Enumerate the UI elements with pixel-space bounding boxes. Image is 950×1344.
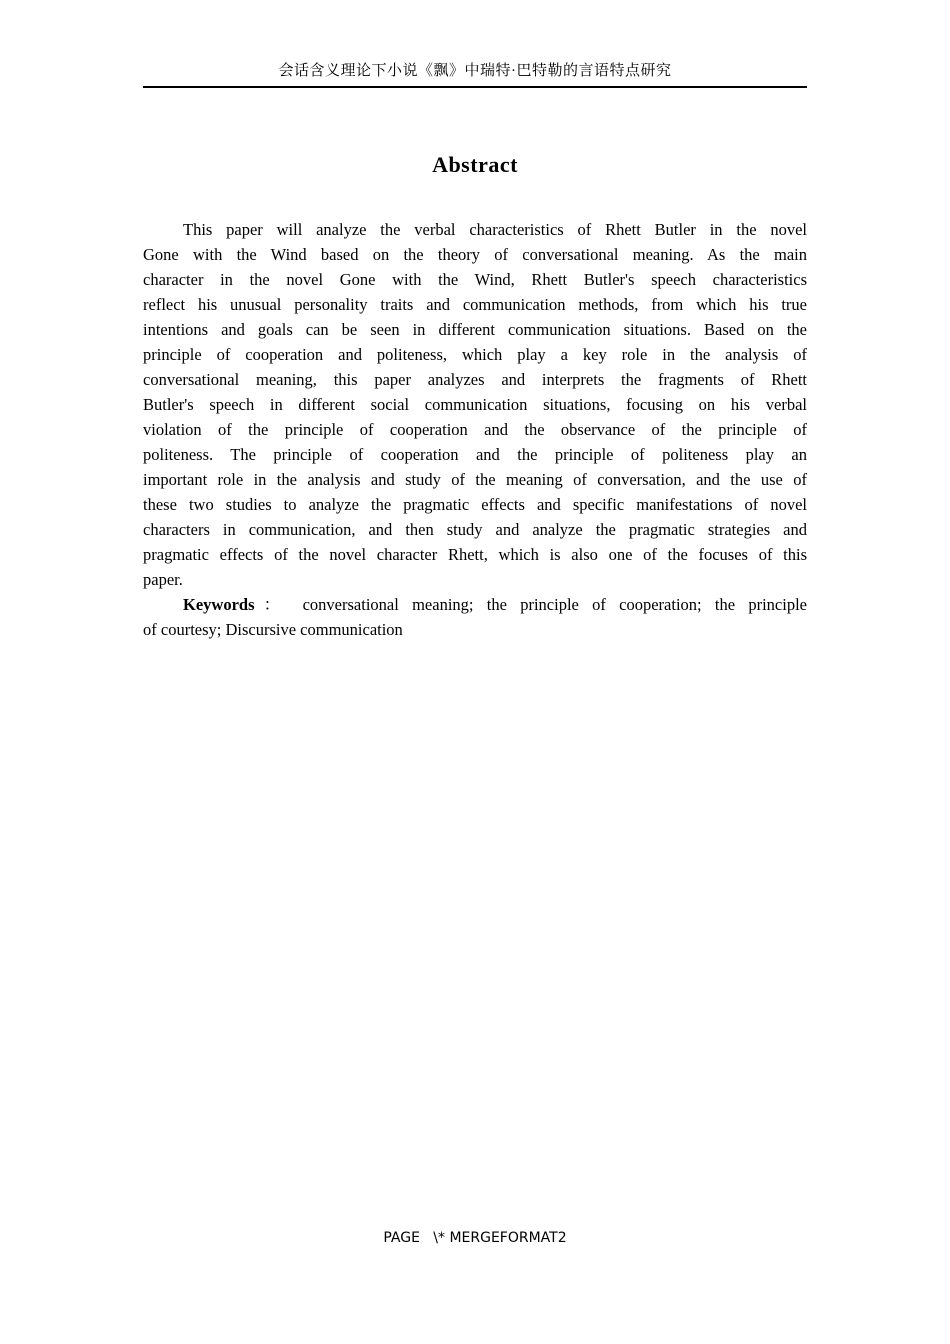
header-rule — [143, 86, 807, 88]
abstract-line: This paper will analyze the verbal characteristics of Rhett Butler in the novel — [183, 220, 807, 239]
keywords-separator: ： — [254, 595, 290, 614]
abstract-line: intentions and goals can be seen in different communication situations. Based on the — [143, 320, 807, 339]
abstract-line: characters in communication, and then study and analyze the pragmatic strategies and — [143, 520, 807, 539]
abstract-line: character in the novel Gone with the Wind, Rhett Butler's speech characteristics — [143, 270, 807, 289]
keywords-text: conversational meaning; the principle of cooperation; the principle — [289, 595, 807, 614]
abstract-line: Gone with the Wind based on the theory of conversational meaning. As the main — [143, 245, 807, 264]
abstract-line: paper. — [143, 570, 183, 589]
abstract-line: violation of the principle of cooperation and the observance of the principle of — [143, 420, 807, 439]
abstract-paragraph — [143, 217, 807, 592]
abstract-line: important role in the analysis and study of the meaning of conversation, and the use of — [143, 470, 807, 489]
keywords-label: Keywords — [183, 595, 255, 614]
abstract-line: these two studies to analyze the pragmatic effects and specific manifestations of novel — [143, 495, 807, 514]
abstract-line: politeness. The principle of cooperation and the principle of politeness play an — [143, 445, 807, 464]
running-header-title: 会话含义理论下小说《飘》中瑞特·巴特勒的言语特点研究 — [278, 63, 672, 79]
abstract-line: conversational meaning, this paper analyzes and interprets the fragments of Rhett — [143, 370, 807, 389]
abstract-title: Abstract — [432, 152, 518, 177]
abstract-body — [143, 217, 807, 642]
abstract-line: pragmatic effects of the novel character Rhett, which is also one of the focuses of this — [143, 545, 807, 564]
abstract-line: reflect his unusual personality traits and communication methods, from which his true — [143, 295, 807, 314]
keywords-line-2: of courtesy; Discursive communication — [143, 620, 403, 639]
abstract-line: Butler's speech in different social communication situations, focusing on his verbal — [143, 395, 807, 414]
page-number-field: PAGE \* MERGEFORMAT2 — [383, 1230, 567, 1246]
abstract-line: principle of cooperation and politeness, which play a key role in the analysis of — [143, 345, 807, 364]
keywords-line-1 — [143, 592, 807, 617]
